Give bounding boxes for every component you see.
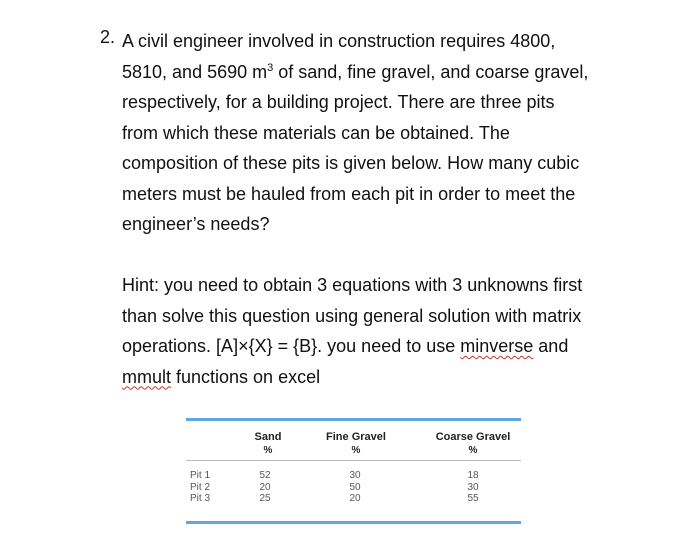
cell-pit1-coarse-gravel: 18 xyxy=(467,470,479,481)
cell-pit2-fine-gravel: 50 xyxy=(349,481,361,493)
hint-line-4-end: functions on excel xyxy=(171,366,321,387)
question-text xyxy=(122,26,682,240)
mmult-word: mmult xyxy=(122,366,171,387)
hint-line-3 xyxy=(122,331,682,362)
row-label-pit-1: Pit 1 xyxy=(190,470,211,481)
header-coarse-gravel xyxy=(426,431,520,457)
question-line-7: engineer’s needs? xyxy=(122,214,270,234)
cell-pit1-fine-gravel: 30 xyxy=(349,470,361,481)
row-labels xyxy=(190,470,210,505)
coarse-gravel-values xyxy=(460,470,486,505)
header-fine-gravel-unit: % xyxy=(351,445,361,456)
cell-pit1-sand: 52 xyxy=(259,470,271,481)
question-line-1: A civil engineer involved in construction requires 4800, xyxy=(122,31,556,51)
header-fine-gravel-label: Fine Gravel xyxy=(326,431,386,443)
cell-pit2-sand: 20 xyxy=(259,481,271,493)
question-line-5: composition of these pits is given below. How many cubic xyxy=(122,153,580,173)
header-coarse-gravel-unit: % xyxy=(468,445,478,456)
row-label-pit-2: Pit 2 xyxy=(190,481,211,493)
question-line-2 xyxy=(122,57,682,88)
question-line-3: respectively, for a building project. There are three pits xyxy=(122,92,555,112)
superscript-cubed: 3 xyxy=(267,61,274,74)
header-sand-unit: % xyxy=(263,445,273,456)
question-line-2-start: 5810, and 5690 m xyxy=(122,61,268,82)
question-line-2-end: of sand, fine gravel, and coarse gravel, xyxy=(273,61,589,82)
cell-pit2-coarse-gravel: 30 xyxy=(467,481,479,493)
header-separator xyxy=(186,460,521,461)
table-bottom-rule xyxy=(186,521,521,524)
table-top-rule xyxy=(186,418,521,421)
question-line-4: from which these materials can be obtained. The xyxy=(122,122,510,143)
hint-line-3-start: operations. [A]×{X} = {B}. you need to use xyxy=(122,336,461,356)
fine-gravel-values xyxy=(342,470,368,505)
hint-line-3-end: and xyxy=(533,336,569,356)
pit-composition-table xyxy=(186,418,521,526)
sand-values xyxy=(252,470,278,505)
header-fine-gravel xyxy=(314,431,398,457)
hint-text xyxy=(122,270,682,392)
cell-pit3-sand: 25 xyxy=(259,493,271,504)
header-coarse-gravel-label: Coarse Gravel xyxy=(435,431,511,443)
question-number: 2. xyxy=(100,27,116,47)
row-label-pit-3: Pit 3 xyxy=(190,493,211,504)
minverse-word: minverse xyxy=(460,336,534,356)
hint-line-4 xyxy=(122,362,682,393)
question-line-6: meters must be hauled from each pit in order to meet the xyxy=(122,183,576,204)
cell-pit3-fine-gravel: 20 xyxy=(349,493,361,504)
hint-line-1: Hint: you need to obtain 3 equations with 3 unknowns first xyxy=(122,275,583,295)
header-sand-label: Sand xyxy=(254,431,282,443)
hint-line-2: than solve this question using general solution with matrix xyxy=(122,305,582,326)
cell-pit3-coarse-gravel: 55 xyxy=(467,493,479,504)
header-sand xyxy=(246,431,290,457)
